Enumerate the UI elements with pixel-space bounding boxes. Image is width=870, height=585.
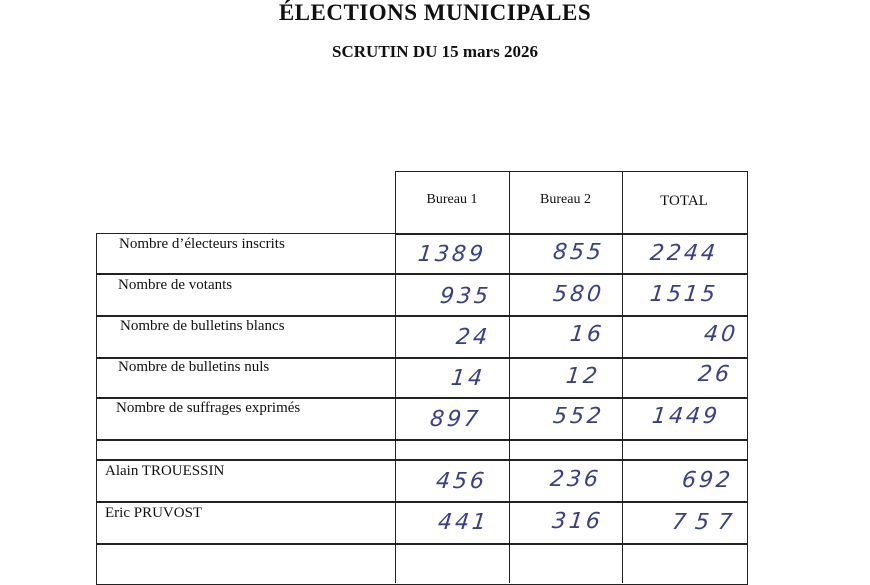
row-label-exprimes: Nombre de suffrages exprimés	[116, 400, 301, 416]
row-label-nuls: Nombre de bulletins nuls	[118, 359, 270, 375]
row-divider	[395, 273, 396, 315]
candidate-name-pruvost: Eric PRUVOST	[105, 505, 203, 521]
value-votants-bureau-1: 935	[438, 284, 493, 309]
column-header-bureau-2: Bureau 2	[540, 192, 591, 207]
row-divider	[509, 543, 510, 583]
row-divider	[395, 439, 396, 459]
row-divider	[395, 501, 396, 543]
row-divider	[395, 315, 396, 357]
value-nuls-total: 26	[696, 362, 734, 387]
row-divider	[395, 459, 396, 501]
value-trouessin-total: 692	[680, 468, 735, 493]
row-divider	[395, 397, 396, 439]
row-divider	[509, 501, 510, 543]
value-blancs-bureau-2: 16	[568, 322, 606, 347]
row-divider	[509, 439, 510, 459]
value-pruvost-bureau-2: 316	[550, 509, 605, 534]
row-label-votants: Nombre de votants	[118, 277, 233, 293]
row-divider	[622, 233, 623, 273]
candidate-name-trouessin: Alain TROUESSIN	[105, 463, 225, 479]
column-header-bureau-1: Bureau 1	[426, 192, 478, 207]
row-divider	[622, 501, 623, 543]
table-row-empty	[96, 439, 748, 461]
row-divider	[395, 233, 396, 273]
value-blancs-bureau-1: 24	[454, 325, 492, 350]
value-trouessin-bureau-1: 456	[434, 469, 489, 494]
document-title: ÉLECTIONS MUNICIPALES	[278, 0, 592, 25]
row-divider	[622, 273, 623, 315]
value-votants-total: 1515	[648, 282, 720, 307]
row-divider	[395, 357, 396, 397]
row-label-inscrits: Nombre d’électeurs inscrits	[119, 236, 285, 252]
value-inscrits-bureau-2: 855	[551, 240, 606, 265]
value-blancs-total: 40	[702, 322, 740, 347]
document-subtitle: SCRUTIN DU 15 mars 2026	[332, 42, 538, 61]
row-divider	[622, 357, 623, 397]
row-divider	[509, 273, 510, 315]
row-divider	[509, 459, 510, 501]
row-divider	[509, 397, 510, 439]
row-divider	[622, 459, 623, 501]
value-pruvost-total: 757	[670, 510, 743, 535]
row-divider	[622, 397, 623, 439]
value-exprimes-bureau-1: 897	[428, 407, 483, 432]
table-row-empty	[96, 543, 748, 585]
value-inscrits-total: 2244	[648, 241, 720, 266]
value-inscrits-bureau-1: 1389	[416, 242, 488, 267]
row-divider	[509, 357, 510, 397]
row-divider	[395, 543, 396, 583]
row-divider	[622, 439, 623, 459]
value-nuls-bureau-1: 14	[449, 366, 487, 391]
value-nuls-bureau-2: 12	[564, 364, 602, 389]
row-divider	[509, 233, 510, 273]
value-votants-bureau-2: 580	[551, 282, 606, 307]
value-exprimes-bureau-2: 552	[551, 404, 606, 429]
value-pruvost-bureau-1: 441	[436, 510, 491, 535]
row-label-blancs: Nombre de bulletins blancs	[120, 318, 285, 334]
row-divider	[622, 315, 623, 357]
row-divider	[622, 543, 623, 583]
value-trouessin-bureau-2: 236	[548, 467, 603, 492]
column-header-total: TOTAL	[660, 193, 708, 209]
row-divider	[509, 315, 510, 357]
value-exprimes-total: 1449	[650, 404, 722, 429]
